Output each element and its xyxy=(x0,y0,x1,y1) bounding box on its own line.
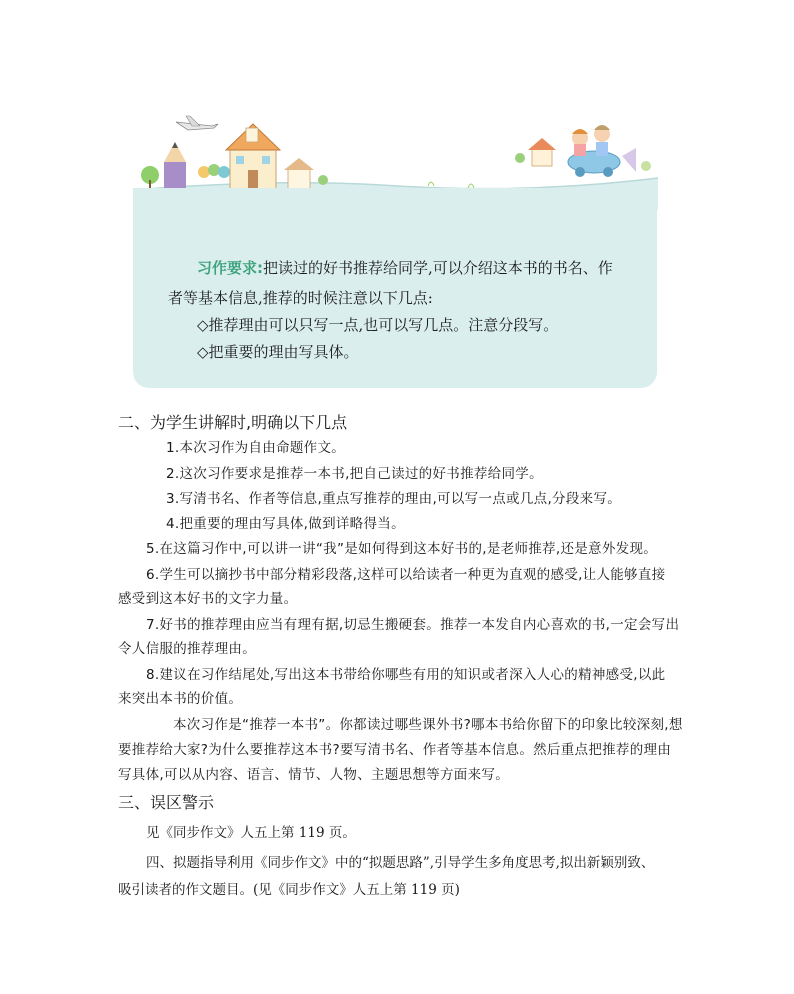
requirement-title: 习作要求: xyxy=(197,259,263,277)
airplane-icon xyxy=(176,116,218,130)
section-4-line-2: 吸引读者的作文题目。(见《同步作文》人五上第 119 页) xyxy=(118,882,460,898)
requirement-point-2: ◇把重要的理由写具体。 xyxy=(197,343,359,361)
requirement-line-1 xyxy=(197,257,613,278)
summary-line: 写具体,可以从内容、语言、情节、人物、主题思想等方面来写。 xyxy=(118,767,509,783)
section-2-heading: 二、为学生讲解时,明确以下几点 xyxy=(118,413,348,432)
list-item: 5.在这篇习作中,可以讲一讲“我”是如何得到这本好书的,是老师推荐,还是意外发现。 xyxy=(146,541,658,557)
requirement-line-1-text: 把读过的好书推荐给同学,可以介绍这本书的书名、作 xyxy=(263,259,613,277)
pencil-house-icon xyxy=(164,142,186,190)
list-item: 令人信服的推荐理由。 xyxy=(118,641,256,657)
section-3-text: 见《同步作文》人五上第 119 页。 xyxy=(146,825,356,841)
section-3-heading: 三、误区警示 xyxy=(118,793,215,812)
summary-line: 要推荐给大家?为什么要推荐这本书?要写清书名、作者等基本信息。然后重点把推荐的理由 xyxy=(118,742,672,758)
list-item: 感受到这本好书的文字力量。 xyxy=(118,591,298,607)
section-4-line-1: 四、拟题指导利用《同步作文》中的“拟题思路”,引导学生多角度思考,拟出新颖别致、 xyxy=(146,855,655,871)
list-item: 6.学生可以摘抄书中部分精彩段落,这样可以给读者一种更为直观的感受,让人能够直接 xyxy=(146,567,666,583)
list-item: 3.写清书名、作者等信息,重点写推荐的理由,可以写一点或几点,分段来写。 xyxy=(166,491,622,507)
requirement-point-1: ◇推荐理由可以只写一点,也可以写几点。注意分段写。 xyxy=(197,316,559,334)
list-item: 2.这次习作要求是推荐一本书,把自己读过的好书推荐给同学。 xyxy=(166,466,543,482)
list-item: 8.建议在习作结尾处,写出这本书带给你哪些有用的知识或者深入人心的精神感受,以此 xyxy=(146,667,666,683)
house-icon xyxy=(226,124,280,190)
list-item: 1.本次习作为自由命题作文。 xyxy=(166,440,346,456)
list-item: 4.把重要的理由写具体,做到详略得当。 xyxy=(166,516,405,532)
list-item: 7.好书的推荐理由应当有理有据,切忌生搬硬套。推荐一本发自内心喜欢的书,一定会写出 xyxy=(146,617,680,633)
summary-line: 本次习作是“推荐一本书”。你都读过哪些课外书?哪本书给你留下的印象比较深刻,想 xyxy=(173,717,683,733)
list-item: 来突出本书的价值。 xyxy=(118,691,243,707)
requirement-line-2: 者等基本信息,推荐的时候注意以下几点: xyxy=(168,289,433,307)
cottage-icon xyxy=(528,138,556,166)
kids-on-vehicle-icon xyxy=(568,125,620,177)
